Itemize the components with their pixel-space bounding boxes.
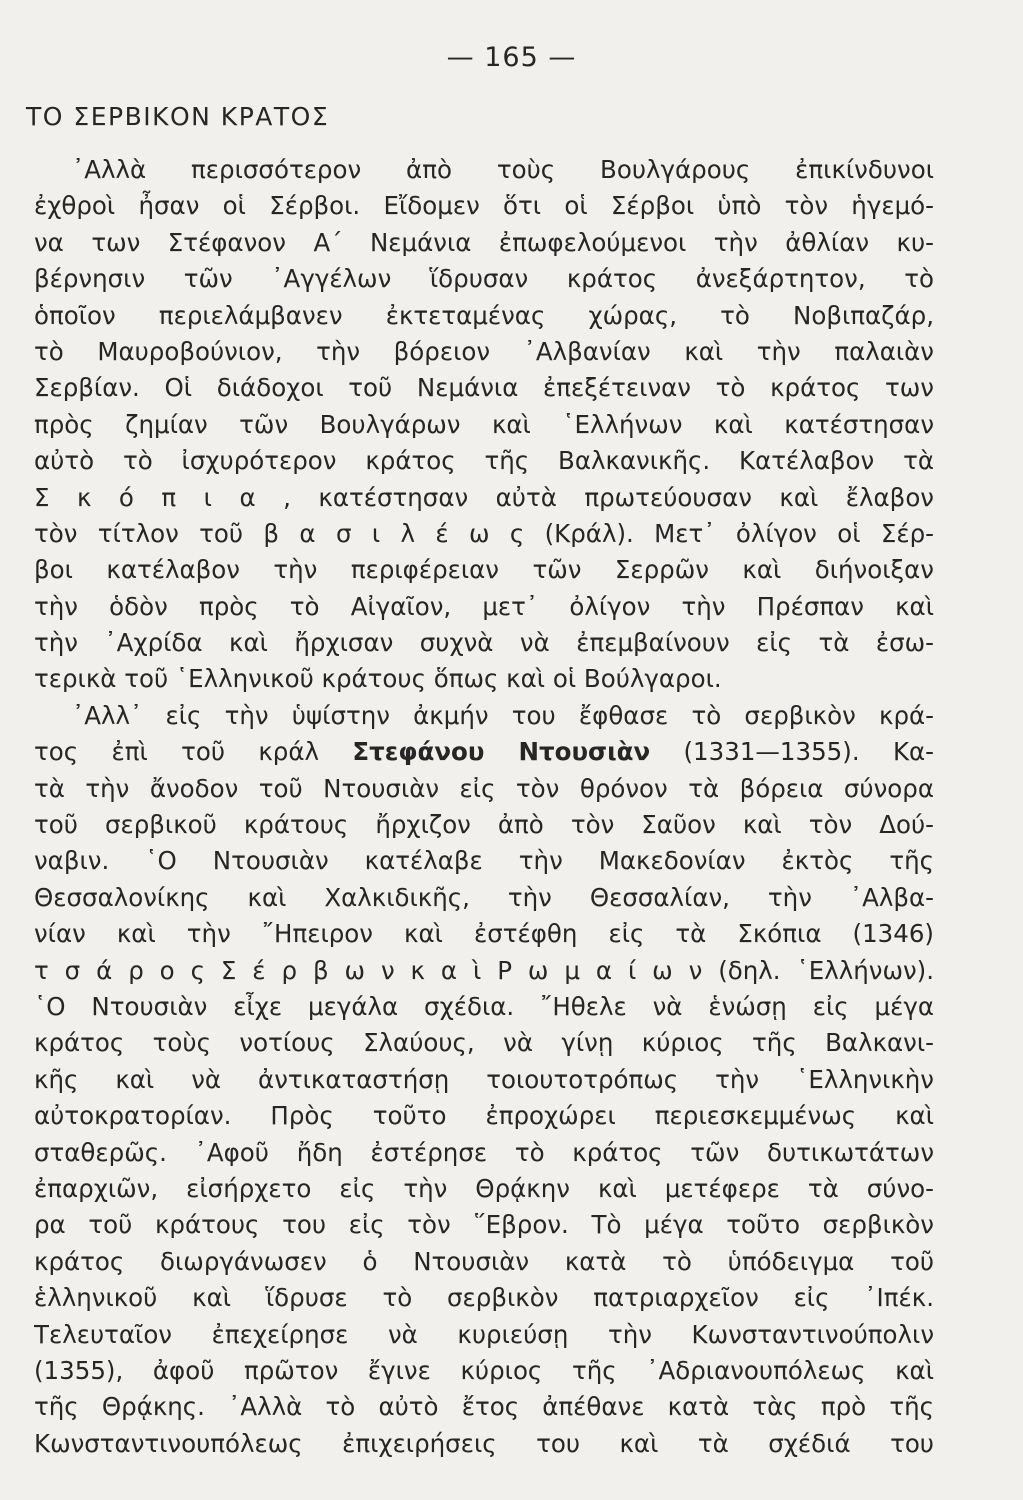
text-line: βοι κατέλαβον τὴν περιφέρειαν τῶν Σερρῶν καὶ διήνοιξαν [34,555,934,585]
text-line: νίαν καὶ τὴν ῎Ηπειρον καὶ ἐστέφθη εἰς τὰ Σκόπια (1346) [34,919,934,949]
text-line: ῾Ο Ντουσιὰν εἶχε μεγάλα σχέδια. ῎Ηθελε νὰ ἑνώσῃ εἰς μέγα [34,991,934,1021]
text-line [34,734,934,770]
text-line: τὸν τίτλον τοῦ β α σ ι λ έ ω ς (Κράλ). Μετ᾿ ὀλίγον οἱ Σέρ- [34,518,934,548]
text-line: αὐτὸ τὸ ἰσχυρότερον κράτος τῆς Βαλκανικῆς. Κατέλαβον τὰ [34,446,934,476]
text-line: Σερβίαν. Οἱ διάδοχοι τοῦ Νεμάνια ἐπεξέτειναν τὸ κράτος των [34,373,934,403]
text-line: κράτος διωργάνωσεν ὁ Ντουσιὰν κατὰ τὸ ὑπόδειγμα τοῦ [34,1246,934,1276]
text-line: Κωνσταντινουπόλεως ἐπιχειρήσεις του καὶ τὰ σχέδιά του [34,1428,934,1458]
text-line: σταθερῶς. ᾿Αφοῦ ἤδη ἐστέρησε τὸ κράτος τῶν δυτικωτάτων [34,1137,934,1167]
text-line: Σ κ ό π ι α , κατέστησαν αὐτὰ πρωτεύουσαν καὶ ἔλαβον [34,482,934,512]
body-text [34,152,934,1462]
text-line: τῆς Θρᾴκης. ᾿Αλλὰ τὸ αὐτὸ ἔτος ἀπέθανε κατὰ τὰς πρὸ τῆς [34,1392,934,1422]
text-fragment: (1331—1355). Κα- [650,737,934,767]
text-line: Θεσσαλονίκης καὶ Χαλκιδικῆς, τὴν Θεσσαλίαν, τὴν ᾿Αλβα- [34,882,934,912]
bold-name: Στεφάνου Ντουσιὰν [352,737,651,767]
text-line: τὰ τὴν ἄνοδον τοῦ Ντουσιὰν εἰς τὸν θρόνον τὰ βόρεια σύνορα [34,773,934,803]
text-line: τοῦ σερβικοῦ κράτους ἤρχιζον ἀπὸ τὸν Σαῦον καὶ τὸν Δού- [34,810,934,840]
text-line: κράτος τοὺς νοτίους Σλαύους, νὰ γίνῃ κύριος τῆς Βαλκανι- [34,1028,934,1058]
text-line: τὴν ὁδὸν πρὸς τὸ Αἰγαῖον, μετ᾿ ὀλίγον τὴν Πρέσπαν καὶ [34,591,934,621]
text-line: τὴν ᾿Αχρίδα καὶ ἤρχισαν συχνὰ νὰ ἐπεμβαίνουν εἰς τὰ ἐσω- [34,628,934,658]
text-line: βέρνησιν τῶν ᾿Αγγέλων ἵδρυσαν κράτος ἀνεξάρτητον, τὸ [34,264,934,294]
text-line: ἑλληνικοῦ καὶ ἵδρυσε τὸ σερβικὸν πατριαρχεῖον εἰς ᾿Ιπέκ. [34,1283,934,1313]
text-line: αὐτοκρατορίαν. Πρὸς τοῦτο ἐπροχώρει περιεσκεμμένως καὶ [34,1101,934,1131]
text-line: ρα τοῦ κράτους του εἰς τὸν ῞Εβρον. Τὸ μέγα τοῦτο σερβικὸν [34,1210,934,1240]
text-line: ἐχθροὶ ἦσαν οἱ Σέρβοι. Εἴδομεν ὅτι οἱ Σέρβοι ὑπὸ τὸν ἡγεμό- [34,191,934,221]
text-line: πρὸς ζημίαν τῶν Βουλγάρων καὶ ῾Ελλήνων καὶ κατέστησαν [34,409,934,439]
text-line: να των Στέφανον Α΄ Νεμάνια ἐπωφελούμενοι τὴν ἀθλίαν κυ- [34,227,934,257]
text-line: ἐπαρχιῶν, εἰσήρχετο εἰς τὴν Θρᾴκην καὶ μετέφερε τὰ σύνο- [34,1173,934,1203]
section-title: ΤΟ ΣΕΡΒΙΚΟΝ ΚΡΑΤΟΣ [26,102,330,131]
text-fragment: τος ἐπὶ τοῦ κράλ [34,737,353,767]
text-line: (1355), ἀφοῦ πρῶτον ἔγινε κύριος τῆς ᾿Αδριανουπόλεως καὶ [34,1355,934,1385]
text-line: τὸ Μαυροβούνιον, τὴν βόρειον ᾿Αλβανίαν καὶ τὴν παλαιὰν [34,336,934,366]
text-line: ᾿Αλλὰ περισσότερον ἀπὸ τοὺς Βουλγάρους ἐπικίνδυνοι [72,155,934,184]
text-line: τερικὰ τοῦ ῾Ελληνικοῦ κράτους ὅπως καὶ οἱ Βούλγαροι. [34,664,722,694]
text-line: κῆς καὶ νὰ ἀντικαταστήσῃ τοιουτοτρόπως τὴν ῾Ελληνικὴν [34,1064,934,1094]
text-line: τ σ ά ρ ο ς Σ έ ρ β ω ν κ α ὶ Ρ ω μ α ί ω ν (δηλ. ῾Ελλήνων). [34,955,934,985]
text-line: Τελευταῖον ἐπεχείρησε νὰ κυριεύσῃ τὴν Κωνσταντινούπολιν [34,1319,934,1349]
text-line: ναβιν. ῾Ο Ντουσιὰν κατέλαβε τὴν Μακεδονίαν ἐκτὸς τῆς [34,846,934,876]
text-line: ᾿Αλλ᾿ εἰς τὴν ὑψίστην ἀκμήν του ἔφθασε τὸ σερβικὸν κρά- [72,700,934,730]
text-line: ὁποῖον περιελάμβανεν ἐκτεταμένας χώρας, τὸ Νοβιπαζάρ, [34,300,934,330]
page-number: — 165 — [446,42,577,73]
